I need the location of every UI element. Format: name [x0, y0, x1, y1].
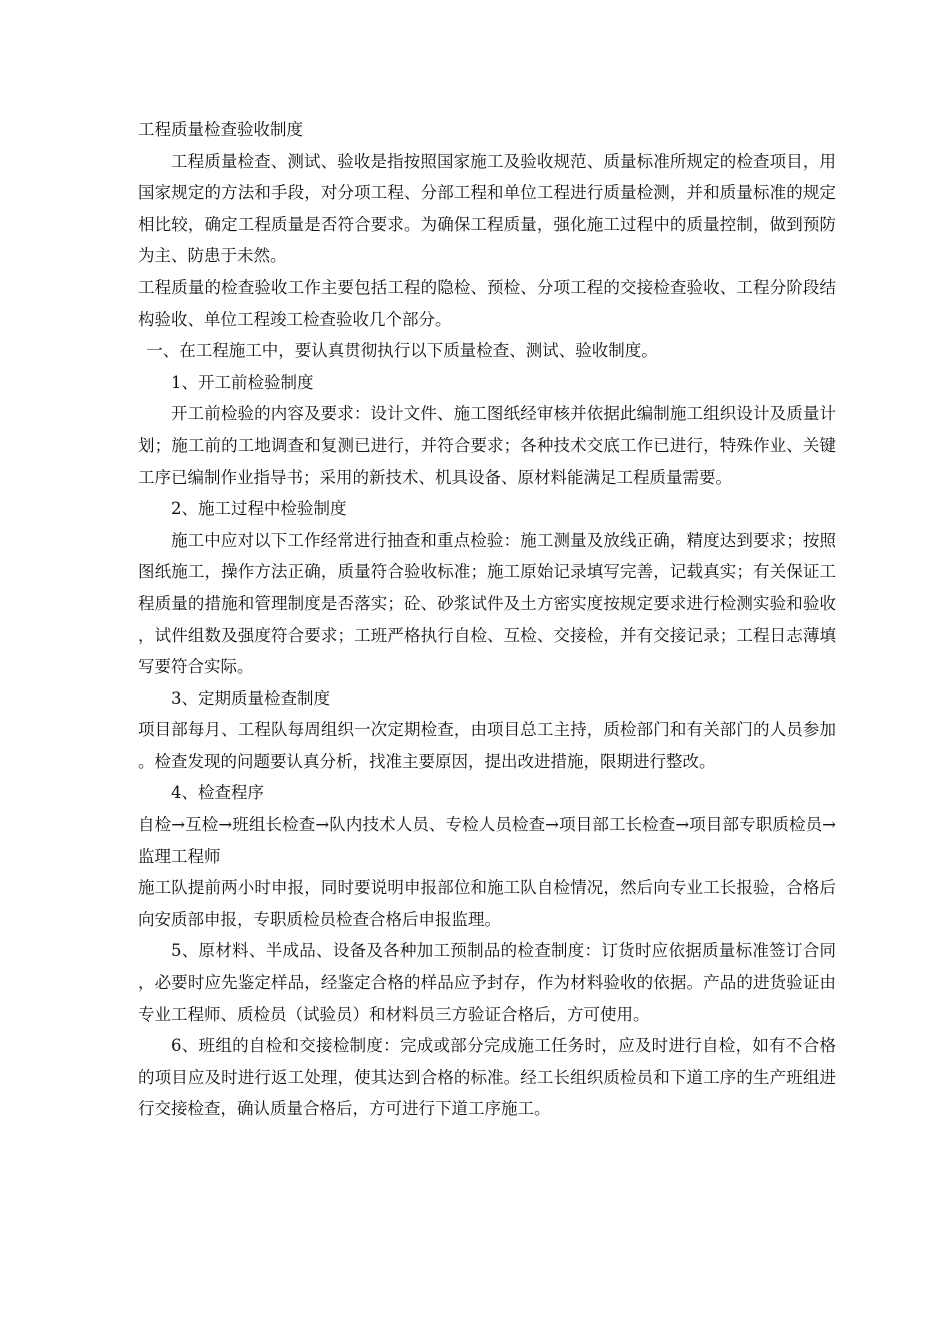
paragraph-intro: 工程质量检查、测试、验收是指按照国家施工及验收规范、质量标准所规定的检查项目，用国家规定的方法和手段，对分项工程、分部工程和单位工程进行质量检测，并和质量标准的规定相比较，确定工程质量是否符合要求。为确保工程质量，强化施工过程中的质量控制，做到预防为主、防患于未然。 [138, 151, 836, 266]
paragraph-team-inspection: 6、班组的自检和交接检制度：完成或部分完成施工任务时，应及时进行自检，如有不合格的项目应及时进行返工处理，使其达到合格的标准。经工长组织质检员和下道工序的生产班组进行交接检查，确认质量合格后，方可进行下道工序施工。 [138, 1036, 836, 1119]
subheading-in-process: 2、施工过程中检验制度 [171, 499, 347, 519]
subheading-procedure: 4、检查程序 [171, 783, 264, 803]
paragraph-scope: 工程质量的检查验收工作主要包括工程的隐检、预检、分项工程的交接检查验收、工程分阶段结构验收、单位工程竣工检查验收几个部分。 [138, 277, 836, 329]
paragraph-pre-construction: 开工前检验的内容及要求：设计文件、施工图纸经审核并依据此编制施工组织设计及质量计划；施工前的工地调查和复测已进行，并符合要求；各种技术交底工作已进行，特殊作业、关键工序已编制作业指导书；采用的新技术、机具设备、原材料能满足工程质量需要。 [138, 404, 836, 487]
section-heading-1: 一、在工程施工中，要认真贯彻执行以下质量检查、测试、验收制度。 [146, 341, 658, 361]
subheading-pre-construction: 1、开工前检验制度 [171, 372, 314, 392]
paragraph-materials: 5、原材料、半成品、设备及各种加工预制品的检查制度：订货时应依据质量标准签订合同，必要时应先鉴定样品，经鉴定合格的样品应予封存，作为材料验收的依据。产品的进货验证由专业工程师、质检员（试验员）和材料员三方验证合格后，方可使用。 [138, 941, 836, 1024]
paragraph-periodic: 项目部每月、工程队每周组织一次定期检查，由项目总工主持，质检部门和有关部门的人员参加。检查发现的问题要认真分析，找准主要原因，提出改进措施，限期进行整改。 [138, 720, 836, 771]
paragraph-procedure-flow: 自检→互检→班组长检查→队内技术人员、专检人员检查→项目部工长检查→项目部专职质检员→监理工程师 [138, 815, 836, 866]
document-page [138, 114, 836, 1125]
subheading-periodic: 3、定期质量检查制度 [171, 688, 330, 708]
paragraph-procedure-reporting: 施工队提前两小时申报，同时要说明申报部位和施工队自检情况，然后向专业工长报验，合格后向安质部申报，专职质检员检查合格后申报监理。 [138, 878, 836, 929]
paragraph-in-process: 施工中应对以下工作经常进行抽查和重点检验：施工测量及放线正确，精度达到要求；按照图纸施工，操作方法正确，质量符合验收标准；施工原始记录填写完善，记载真实；有关保证工程质量的措施和管理制度是否落实；砼、砂浆试件及土方密实度按规定要求进行检测实验和验收，试件组数及强度符合要求；工班严格执行自检、互检、交接检，并有交接记录；工程日志薄填写要符合实际。 [138, 530, 836, 677]
document-title: 工程质量检查验收制度 [138, 120, 303, 139]
